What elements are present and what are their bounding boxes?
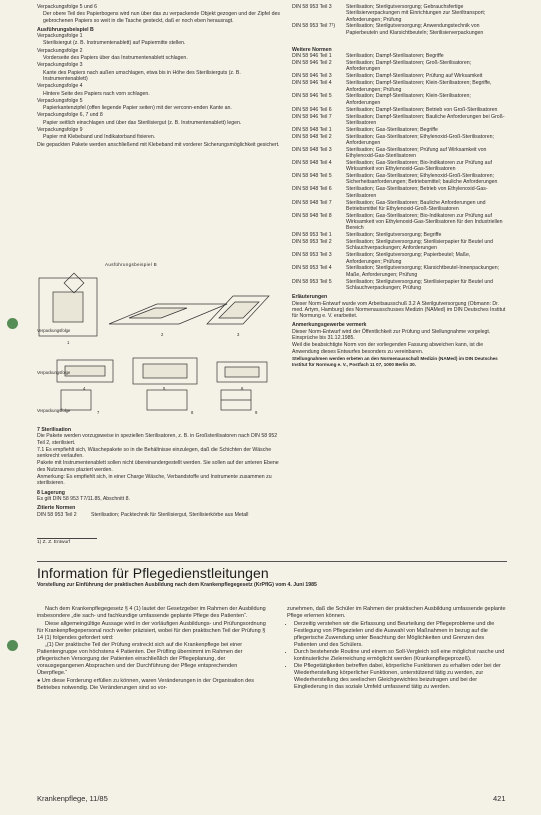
list-item: • Derzeitig verstehen wir die Erfassung und Beurteilung der Pflegeprobleme und die Festlegung von Pflegezielen und die Auswahl von Maßnahmen in bezug auf die pflegerische Zuwendung unter Beachtung der Möglichkeiten und Grenzen des Patienten und des Schülers.: [294, 621, 507, 649]
paragraph: Verpackungsfolge 5 und 6: [37, 4, 97, 10]
article-title: Information für Pflegedienstleitungen: [37, 565, 269, 581]
right-column-top: [292, 4, 506, 37]
norm-number: DIN 58 946 Teil 5: [292, 93, 332, 100]
norm-reference: [292, 114, 506, 127]
section-heading: Zitierte Normen: [37, 505, 76, 512]
bullet-list: [287, 621, 507, 691]
article-subtitle: Vorstellung zur Einführung der praktischen Ausbildung nach dem Krankenpflegegesetz (KrPflG) vom 4. Juni 1985: [37, 582, 317, 588]
norm-title: Sterilisation; Gas-Sterilisatoren; Bio-Indikatoren zur Prüfung auf Wirksamkeit von Ethylenoxid-Gas-Sterilisatoren: [346, 159, 492, 173]
footnote-divider: [37, 538, 97, 539]
section-heading: Anmerkungsgewerbe vermerk: [292, 322, 367, 329]
norm-number: DIN 58 953 Teil 5: [292, 278, 332, 285]
footnote: 1) Z. Z. Entwurf: [37, 540, 71, 545]
norm-title: Sterilisation; Dampf-Sterilisatoren; Groß-Sterilisatoren; Anforderungen: [346, 60, 472, 73]
punch-hole: [7, 318, 18, 329]
section-heading: Ausführungsbeispiel B: [37, 26, 94, 33]
norm-reference: [292, 252, 506, 265]
norm-number: DIN 58 946 Teil 1: [292, 53, 332, 60]
norm-number: DIN 58 946 Teil 6: [292, 106, 332, 113]
section-heading: 8 Lagerung: [37, 489, 65, 496]
step-number: 5: [163, 386, 166, 391]
norm-title: Sterilisation; Dampf-Sterilisatoren; Klein-Sterilisatoren; Anforderungen: [346, 93, 471, 106]
norm-reference: [292, 107, 506, 113]
norm-number: DIN 58 948 Teil 5: [292, 173, 332, 180]
paragraph: „(1) Der praktische Teil der Prüfung erstreckt sich auf die Krankenpflege bei einer Patientengruppe von höchstens 4 Patienten. Der Prüfling übernimmt im Rahmen der pflegerischen Versorgung der Patienten einschließlich der Pflegeplanung, der vorausgegangenen Absprachen und der Durchführung der Pflege entsprechenden Überpflege.“: [37, 642, 243, 676]
norm-number: DIN 58 953 Teil 4: [292, 265, 332, 272]
step-number: 1: [67, 340, 70, 345]
step-line: Verpackungsfolge 4: [37, 83, 83, 90]
figure-title: Ausführungsbeispiel B: [105, 262, 158, 267]
norm-number: DIN 58 946 Teil 2: [292, 60, 332, 67]
norm-reference: [292, 127, 506, 133]
example-steps: [37, 33, 283, 148]
norm-reference: [292, 134, 506, 147]
norm-reference: [292, 147, 506, 160]
packing-diagram: [37, 262, 283, 416]
norm-title: Sterilisation; Sterilgutversorgung; Sterilisierpapier für Beutel und Schlauchverpackungen; Prüfung: [346, 278, 494, 291]
paragraph: Diese allgemeingültige Aussage wird in der vorläufigen Ausbildungs- und Prüfungsordnung für Krankenpflegepersonal noch weiter präzisiert, wobei für den praktischen Teil der Prüfung § 14 (1) folgendes gefordert wird:: [37, 620, 266, 641]
step-line: Papier mit Klebeband und Indikatorband fixieren.: [43, 134, 156, 141]
figure-label: Verpackungsfolge: [37, 328, 71, 333]
step-line: Verpackungsfolge 3: [37, 62, 83, 69]
step-line: Verpackungsfolge 2: [37, 47, 83, 54]
norm-number: DIN 58 948 Teil 6: [292, 186, 332, 193]
paragraph: Stellungnahmen werden erbeten an den Normenausschuß Medizin (NAMed) im DIN Deutsches Institut für Normung e. V., Postfach 11 07, 1000 Berlin 30.: [292, 355, 498, 367]
norm-reference: [292, 213, 506, 232]
step-line: Kante des Papiers nach außen umschlagen, etwa bis in Höhe des Sterilisierguts (z. B. Instrumentenablett): [43, 69, 241, 82]
step-line: Sterilisiergut (z. B. Instrumentenablett) auf Papiermitte stellen.: [43, 40, 186, 47]
paragraph: Weil die beabsichtigte Norm von der vorliegenden Fassung abweichen kann, ist die Anwendung dieses Entwurfes besonders zu vereinbaren.: [292, 342, 484, 355]
section-divider: [37, 561, 507, 562]
norm-number: DIN 58 948 Teil 4: [292, 159, 332, 166]
norm-title: Sterilisation; Sterilgutversorgung; Klarsichtbeutel-Innenpackungen; Maße, Anforderungen; Prüfung: [346, 265, 500, 278]
norm-title: Sterilisation; Sterilgutversorgung; Begriffe: [346, 232, 442, 239]
step-line: Hintere Seite des Papiers nach vorn schlagen.: [43, 90, 150, 97]
norm-list: [292, 53, 506, 291]
norm-title: Sterilisation; Gas-Sterilisatoren; Ethylenoxid-Groß-Sterilisatoren; Anforderungen: [346, 133, 494, 146]
norm-reference: [292, 53, 506, 59]
paragraph: Der obere Teil des Papierbogens wird nun über das zu verpackende Objekt gezogen und der Zipfel des gebrochenen Papiers so weit in die Tasche gesteckt, daß er noch eben herausragt.: [43, 11, 280, 24]
norm-title: Sterilisation; Gas-Sterilisatoren; Bio-Indikatoren zur Prüfung auf Wirksamkeit von Ethylenoxid-Gas-Sterilisatoren für den Industriellen Bereich: [346, 212, 503, 232]
norm-reference: [292, 23, 506, 36]
step-number: 7: [97, 410, 100, 415]
paragraph: Die Pakete werden vorzugsweise in speziellen Sterilisatoren, z. B. in Großsterilisatoren nach DIN 58 952 Teil 2, sterilisiert.: [37, 433, 278, 446]
norm-reference: [37, 512, 283, 518]
section-heading: Weitere Normen: [292, 47, 332, 53]
journal-footer: Krankenpflege, 11/85: [37, 794, 108, 803]
step-number: 8: [191, 410, 194, 415]
norm-reference: [292, 4, 506, 23]
step-line: Die gepackten Pakete werden anschließend mit Klebeband mit vorderer Sicherungsmöglichkeit gesichert.: [37, 141, 280, 148]
step-line: Papier seitlich einschlagen und über das Sterilisiergut (z. B. Instrumentenablett) legen.: [43, 119, 242, 126]
step-line: Verpackungsfolge 9: [37, 127, 83, 134]
list-item: • Durch bestehende Routine und einem so Soll-Vergleich soll eine möglichst rasche und kontinuierliche Zielerreichung ermöglicht werden (Krankenpflegeprozeß).: [294, 649, 507, 663]
left-column-top: [37, 4, 283, 149]
norm-number: DIN 58 948 Teil 3: [292, 146, 332, 153]
norm-title: Sterilisation; Dampf-Sterilisatoren; Betrieb von Groß-Sterilisatoren: [346, 106, 498, 113]
step-number: 2: [161, 332, 164, 337]
step-number: 4: [83, 386, 86, 391]
list-item: • Die Pflegetätigkeiten betreffen dabei, körperliche Funktionen zu erhalten oder bei der Wiederherstellung körperlicher Funktionen, unterstützend tätig zu werden, zur Wiederherstellung des seelischen Gleichgewichtes beizutragen und bei der Eingliederung in das soziale Umfeld umfassend tätig zu werden.: [294, 663, 507, 691]
step-number: 6: [241, 386, 244, 391]
norm-number: DIN 58 948 Teil 1: [292, 126, 332, 133]
norm-number: DIN 58 953 Teil 3: [292, 4, 332, 10]
page-number: 421: [493, 794, 506, 803]
fold-step-7: [61, 390, 91, 410]
norm-reference: [292, 232, 506, 238]
norm-title: Sterilisation; Sterilgutversorgung; Sterilisierpapier für Beutel und Schlauchverpackungen; Anforderungen: [346, 239, 494, 252]
paragraph: Dieser Norm-Entwurf wird der Öffentlichkeit zur Prüfung und Stellungnahme vorgelegt. Einsprüche bis 31.12.1985.: [292, 328, 491, 342]
norm-number: DIN 58 946 Teil 4: [292, 80, 332, 87]
article-column-right: [287, 606, 507, 691]
norm-number: DIN 58 948 Teil 2: [292, 133, 332, 140]
article-column-left: [37, 606, 269, 692]
step-line: Vorderseite des Papiers über das Instrumentenablett schlagen.: [43, 55, 188, 62]
tray: [53, 292, 83, 322]
step-number: 3: [237, 332, 240, 337]
norm-number: DIN 58 948 Teil 8: [292, 212, 332, 219]
norm-reference: [292, 93, 506, 106]
step-number: 9: [255, 410, 258, 415]
norm-reference: [292, 239, 506, 252]
norm-title: Sterilisation; Dampf-Sterilisatoren; Klein-Sterilisatoren; Begriffe, Anforderungen; Prüfung: [346, 80, 492, 93]
norm-title: Sterilisation; Gas-Sterilisatoren; Ethylenoxid-Groß-Sterilisatoren; Sicherheitsanforderungen; Betriebsmittel; bauliche Anforderungen: [346, 173, 498, 186]
paragraph: Anmerkung: Es empfiehlt sich, in einer Charge Wäsche, Verbandstoffe und Instrumente zusammen zu sterilisieren.: [37, 474, 272, 487]
step-line: Verpackungsfolge 1: [37, 33, 83, 40]
norm-number: DIN 58 953 Teil 3: [292, 252, 332, 259]
paragraph: Nach dem Krankenpflegegesetz § 4 (1) lautet der Gesetzgeber im Rahmen der Ausbildung insbesondere „die sach- und fachkundige umfassende geplante Pflege des Patienten“.: [37, 606, 266, 619]
norm-number: DIN 58 953 Teil 7¹): [292, 23, 336, 30]
norm-number: DIN 58 948 Teil 7: [292, 199, 332, 206]
norm-title: Sterilisation; Sterilgutversorgung; Gebrauchsfertige Sterilisierverpackungen mit Einrichtungen zur Steriltransport; Anforderungen; Prüfung: [346, 4, 486, 23]
sheet-corner: [64, 273, 84, 293]
norm-title: Sterilisation; Gas-Sterilisatoren; Betrieb von Ethylenoxid-Gas-Sterilisatoren: [346, 186, 488, 199]
norm-reference: [292, 200, 506, 213]
step-line: Papierkantenzipfel (offen liegende Papier seiten) mit der verconn-enden Kante an.: [43, 105, 232, 112]
norm-title: Sterilisation; Gas-Sterilisatoren; Begriffe: [346, 126, 438, 133]
figure-label: Verpackungsfolge: [37, 370, 71, 375]
paragraph: ● Um diese Forderung erfüllen zu können, waren Veränderungen in der Organisation des Betriebes notwendig. Die Veränderungen sind so vor-: [37, 677, 255, 691]
paragraph: Es gilt DIN 58 953 T7/11.85, Abschnitt 8.: [37, 495, 130, 502]
right-column: [292, 44, 506, 368]
norm-reference: [292, 186, 506, 199]
norm-title: Sterilisation; Sterilgutversorgung; Papierbeutel; Maße, Anforderungen; Prüfung: [346, 252, 471, 265]
figure-label: Verpackungsfolge: [37, 408, 71, 413]
paragraph: 7.1 Es empfiehlt sich, Wäschepakete so in die Behältnisse einzulegen, daß die Schichten der Wäsche senkrecht verlaufen.: [37, 446, 272, 460]
norm-title: Sterilisation; Gas-Sterilisatoren; Prüfung auf Wirksamkeit von Ethylenoxid-Gas-Sterilisatoren: [346, 146, 487, 160]
packing-illustration: [37, 262, 283, 416]
norm-title: Sterilisation; Packtechnik für Sterilisiergut, Sterilisierkörbe aus Metall: [91, 511, 249, 518]
section-heading: Erläuterungen: [292, 294, 328, 301]
paragraph: Pakete mit Instrumentenablett sollen nicht übereinandergestellt werden. Sie sollen auf der unteren Ebene des Nutzraumes plaziert werden.: [37, 460, 279, 473]
norm-title: Sterilisation; Sterilgutversorgung; Anwendungstechnik von Papierbeuteln und Klarsichtbeuteln; Sterilisierverpackungen: [346, 23, 484, 36]
norm-number: DIN 58 953 Teil 1: [292, 232, 332, 239]
norm-reference: [292, 160, 506, 173]
paragraph: zunehmen, daß die Schüler im Rahmen der praktischen Ausbildung umfassende geplante Pflege erlernen können.: [287, 606, 506, 619]
norm-reference: [292, 173, 506, 186]
norm-title: Sterilisation; Gas-Sterilisatoren; Bauliche Anforderungen und Betriebsmittel für Ethylenoxid-Groß-Sterilisatoren: [346, 199, 486, 212]
punch-hole: [7, 640, 18, 651]
norm-title: Sterilisation; Dampf-Sterilisatoren; Prüfung auf Wirksamkeit: [346, 73, 483, 80]
norm-number: DIN 58 953 Teil 2: [292, 239, 332, 246]
norm-reference: [292, 80, 506, 93]
norm-title: Sterilisation; Dampf-Sterilisatoren; Begriffe: [346, 53, 444, 60]
section-heading: 7 Sterilisation: [37, 427, 72, 433]
left-column-lower: [37, 427, 283, 518]
norm-reference: [292, 279, 506, 292]
norm-reference: [292, 60, 506, 73]
norm-reference: [292, 73, 506, 79]
step-line: Verpackungsfolge 5: [37, 97, 83, 104]
paragraph: Dieser Norm-Entwurf wurde vom Arbeitsausschuß 3.2 A Sterilgutversorgung (Obmann: Dr. med. Artym, Hamburg) des Normenausschusses Medizin (NAMed) im DIN Deutsches Institut für Normung e. V. erarbeitet.: [292, 300, 506, 320]
norm-number: DIN 58 946 Teil 7: [292, 113, 332, 120]
step-line: Verpackungsfolge 6, 7 und 8: [37, 112, 103, 119]
fold-step-8: [147, 390, 187, 410]
norm-reference: [292, 265, 506, 278]
norm-title: Sterilisation; Dampf-Sterilisatoren; Bauliche Anforderungen bei Groß-Sterilisatoren: [346, 113, 505, 126]
norm-number: DIN 58 953 Teil 2: [37, 511, 77, 518]
norm-number: DIN 58 946 Teil 3: [292, 73, 332, 80]
